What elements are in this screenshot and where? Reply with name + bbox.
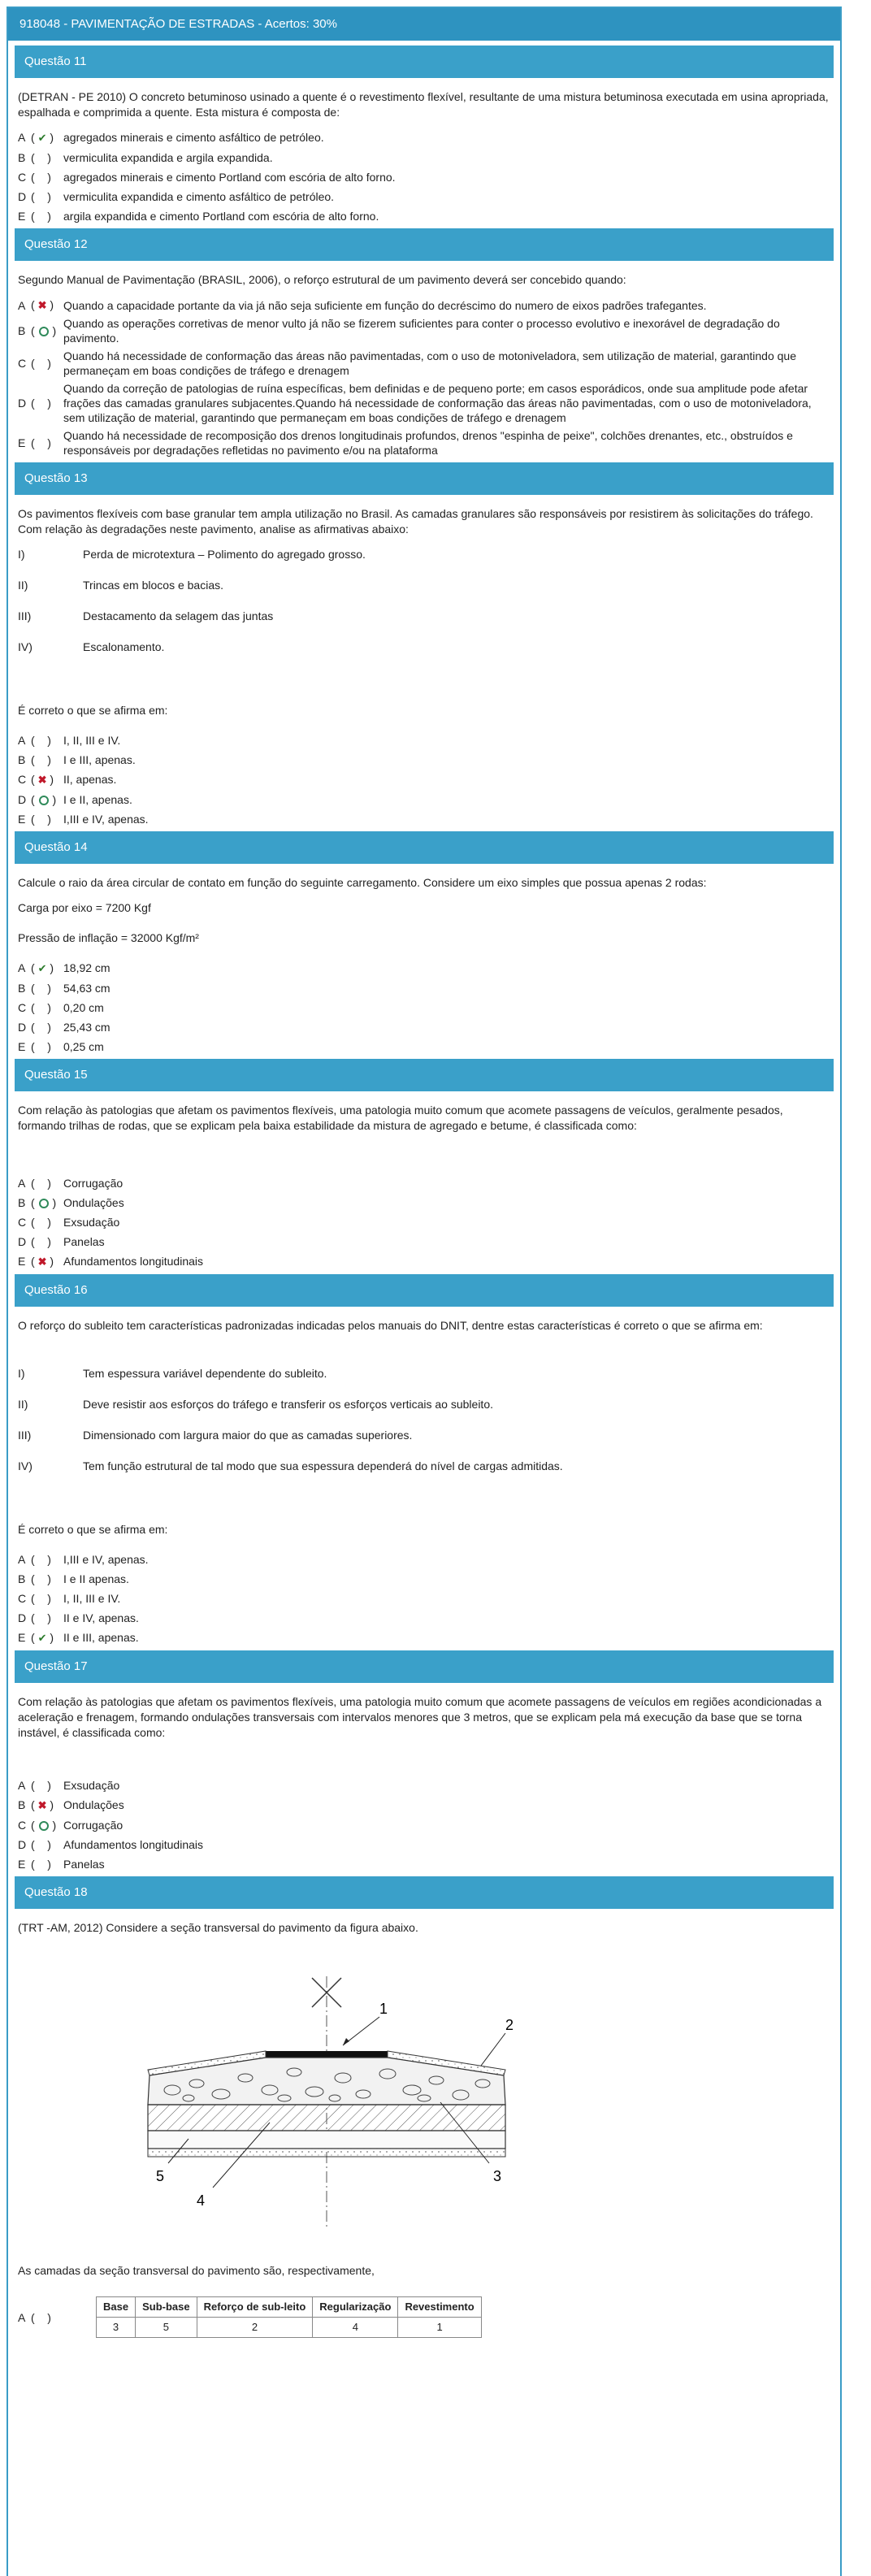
layers-table — [96, 2296, 482, 2338]
answer-option-d[interactable] — [18, 1837, 830, 1852]
option-letter: D — [18, 1235, 27, 1248]
answer-key-circle-icon — [39, 796, 49, 805]
option-letter: D — [18, 1021, 27, 1034]
figure-label-2: 2 — [505, 2017, 514, 2033]
option-marker: ( ) — [31, 1838, 51, 1851]
answer-option-b[interactable] — [18, 752, 830, 767]
correct-check-icon: ✔ — [37, 132, 47, 144]
question-17-body — [8, 1694, 840, 1871]
answer-option-a[interactable] — [18, 130, 830, 145]
load-per-axle: Carga por eixo = 7200 Kgf — [18, 901, 151, 914]
question-11-header: Questão 11 — [15, 46, 834, 78]
answer-option-e[interactable] — [18, 812, 830, 826]
option-marker: ( ) — [31, 1592, 51, 1605]
option-text: II e IV, apenas. — [63, 1611, 139, 1624]
option-letter: A — [18, 734, 26, 747]
question-statement: Com relação às patologias que afetam os pavimentos flexíveis, uma patologia muito comum que acomete passagens de veículos em regiões acondicionadas a aceleração e frenagem, formando ondulações transversais com intervalos menores que 3 metros, que se explicam pela má execução da base que se torna instável, é classificada como: — [18, 1695, 822, 1739]
affirmation-numeral: III) — [18, 1429, 32, 1442]
option-text: 0,25 cm — [63, 1040, 104, 1053]
question-18-body — [8, 1920, 840, 2338]
figure-label-1: 1 — [379, 2001, 388, 2017]
answer-option-a[interactable] — [18, 733, 830, 748]
question-13-body — [8, 506, 840, 826]
option-marker: ( ) — [31, 190, 51, 203]
affirmation-text: Tem espessura variável dependente do subleito. — [83, 1367, 327, 1380]
affirmation-item — [18, 1459, 830, 1473]
question-14-header: Questão 14 — [15, 831, 834, 864]
answer-key-circle-icon — [39, 1199, 49, 1208]
answer-option-b[interactable] — [18, 1195, 830, 1210]
surface-layer — [266, 2051, 388, 2058]
option-letter: E — [18, 813, 26, 826]
option-letter: E — [18, 1040, 26, 1053]
question-16-body — [8, 1318, 840, 1646]
option-text: Corrugação — [63, 1819, 124, 1832]
option-letter: C — [18, 773, 27, 786]
option-letter: D — [18, 397, 27, 410]
answer-option-b[interactable] — [18, 1572, 830, 1586]
option-text: 54,63 cm — [63, 982, 110, 995]
answer-option-a[interactable] — [18, 1176, 830, 1190]
option-text: argila expandida e cimento Portland com escória de alto forno. — [63, 210, 379, 223]
affirmation-text: Deve resistir aos esforços do tráfego e transferir os esforços verticais ao subleito. — [83, 1398, 493, 1411]
option-marker: ( ) — [31, 1819, 57, 1832]
question-17-header: Questão 17 — [15, 1650, 834, 1683]
option-marker: ( ✔ ) — [31, 1631, 54, 1644]
pavement-cross-section-drawing — [99, 1968, 603, 2244]
affirmation-item — [18, 1397, 830, 1412]
option-marker: ( ) — [31, 436, 51, 449]
figure-label-4: 4 — [197, 2192, 206, 2209]
option-letter: E — [18, 1255, 26, 1268]
regularization-layer — [148, 2149, 505, 2157]
option-marker: ( ✖ ) — [31, 1255, 54, 1268]
option-letter: C — [18, 1592, 27, 1605]
option-marker: ( ) — [31, 793, 57, 806]
answer-option-e[interactable] — [18, 428, 830, 458]
option-letter: E — [18, 436, 26, 449]
answer-option-e[interactable] — [18, 209, 830, 223]
option-marker: ( ) — [31, 171, 51, 184]
inflation-pressure: Pressão de inflação = 32000 Kgf/m² — [18, 931, 199, 944]
option-marker: ( ) — [31, 813, 51, 826]
option-text: Quando da correção de patologias de ruína específicas, bem definidas e de pequeno porte; em casos esporádicos, onde sua amplitude pode afetar frações das camadas granulares subjacentes.Quando há necessidade de conformação das áreas não pavimentadas, com o uso de motoniveladora, sem utilização de material, garantindo que permaneçam em boas condições de tráfego e drenagem — [63, 382, 812, 424]
option-text: Quando a capacidade portante da via já não seja suficiente em função do decréscimo do numero de eixos padrões trafegantes. — [63, 298, 707, 312]
affirmation-text: Perda de microtextura – Polimento do agregado grosso. — [83, 548, 366, 561]
answer-option-d[interactable] — [18, 1234, 830, 1249]
answer-key-circle-icon — [39, 1821, 49, 1831]
answer-option-a[interactable] — [18, 1778, 830, 1793]
option-marker: ( ) — [31, 1196, 57, 1209]
option-text: I e III, apenas. — [63, 753, 136, 766]
question-15-body — [8, 1103, 840, 1269]
question-16-header: Questão 16 — [15, 1274, 834, 1307]
option-text: Afundamentos longitudinais — [63, 1838, 204, 1851]
answer-option-a[interactable] — [18, 297, 830, 313]
option-letter: D — [18, 1611, 27, 1624]
question-closing: É correto o que se afirma em: — [18, 1523, 168, 1536]
option-marker: ( ) — [31, 1177, 51, 1190]
question-statement: (DETRAN - PE 2010) O concreto betuminoso usinado a quente é o revestimento flexível, resultante de uma mistura betuminosa executada em usina apropriada, espalhada e comprimida a quente. Esta mistura é composta de: — [18, 90, 829, 119]
answer-option-c[interactable] — [18, 349, 830, 378]
option-text: I,III e IV, apenas. — [63, 1553, 149, 1566]
table-header: Reforço de sub-leito — [197, 2297, 313, 2318]
answer-option-e[interactable] — [18, 1630, 830, 1646]
option-marker: ( ) — [31, 324, 57, 337]
option-text: Panelas — [63, 1235, 105, 1248]
option-letter: B — [18, 753, 26, 766]
option-marker: ( ✔ ) — [31, 131, 54, 144]
question-statement: Calcule o raio da área circular de contato em função do seguinte carregamento. Considere um eixo simples que possua apenas 2 rodas: — [18, 876, 707, 889]
affirmation-text: Destacamento da selagem das juntas — [83, 609, 274, 622]
answer-option-d[interactable] — [18, 381, 830, 425]
figure-label-5: 5 — [156, 2168, 165, 2184]
affirmation-numeral: II) — [18, 1398, 28, 1411]
option-text: vermiculita expandida e argila expandida. — [63, 151, 273, 164]
answer-option-d[interactable] — [18, 189, 830, 204]
option-text: Quando há necessidade de recomposição dos drenos longitudinais profundos, drenos "espinha de peixe", colchões drenantes, etc., obstruídos e responsáveis por degradações refletidas no pavimento e/ou na plataforma — [63, 429, 793, 457]
option-marker: ( ✖ ) — [31, 1798, 54, 1811]
option-marker: ( ) — [31, 1040, 51, 1053]
option-marker: ( ) — [31, 1553, 51, 1566]
option-letter: E — [18, 210, 26, 223]
answer-option-c[interactable] — [18, 1818, 830, 1832]
option-text: I e II, apenas. — [63, 793, 132, 806]
option-letter: B — [18, 1572, 26, 1585]
option-marker: ( ) — [31, 210, 51, 223]
table-header: Revestimento — [398, 2297, 481, 2318]
answer-option-d[interactable] — [18, 1020, 830, 1034]
question-18-header: Questão 18 — [15, 1876, 834, 1909]
option-letter: D — [18, 190, 27, 203]
option-letter: A — [18, 131, 26, 144]
wrong-x-icon: ✖ — [37, 1799, 47, 1811]
answer-option-c[interactable] — [18, 1000, 830, 1015]
correct-check-icon: ✔ — [37, 1632, 47, 1644]
question-statement: Com relação às patologias que afetam os pavimentos flexíveis, uma patologia muito comum que acomete passagens de veículos, geralmente pesados, formando trilhas de rodas, que se explicam pela baixa estabilidade da mistura de agregado e betume, é classificada como: — [18, 1104, 783, 1132]
option-text: vermiculita expandida e cimento asfáltico de petróleo. — [63, 190, 335, 203]
answer-key-circle-icon — [39, 327, 49, 336]
affirmation-item — [18, 609, 830, 623]
option-letter: B — [18, 1196, 26, 1209]
answer-option-c[interactable] — [18, 772, 830, 787]
option-text: I,III e IV, apenas. — [63, 813, 149, 826]
option-text: 18,92 cm — [63, 961, 110, 974]
question-closing: As camadas da seção transversal do pavimento são, respectivamente, — [18, 2264, 375, 2277]
option-text: 0,20 cm — [63, 1001, 104, 1014]
table-header: Base — [97, 2297, 136, 2318]
option-letter: C — [18, 1001, 27, 1014]
option-marker: ( ) — [31, 1779, 51, 1792]
results-panel — [6, 7, 842, 2576]
page-title: 918048 - PAVIMENTAÇÃO DE ESTRADAS - Acertos: 30% — [8, 8, 840, 41]
option-marker: ( ) — [31, 1858, 51, 1871]
wrong-x-icon: ✖ — [37, 774, 47, 786]
option-letter: A — [18, 961, 26, 974]
question-statement: O reforço do subleito tem características padronizadas indicadas pelos manuais do DNIT, dentre estas características é correto o que se afirma em: — [18, 1319, 763, 1332]
option-text: Exsudação — [63, 1779, 120, 1792]
figure-label-3: 3 — [493, 2168, 502, 2184]
table-cell: 4 — [313, 2318, 398, 2338]
question-15-header: Questão 15 — [15, 1059, 834, 1091]
table-header: Regularização — [313, 2297, 398, 2318]
affirmation-item — [18, 578, 830, 592]
option-text: agregados minerais e cimento Portland com escória de alto forno. — [63, 171, 396, 184]
question-statement: Segundo Manual de Pavimentação (BRASIL, 2006), o reforço estrutural de um pavimento deverá ser concebido quando: — [18, 273, 626, 286]
question-13-header: Questão 13 — [15, 462, 834, 495]
answer-option-b[interactable] — [18, 150, 830, 165]
option-text: I, II, III e IV. — [63, 734, 121, 747]
answer-option-c[interactable] — [18, 170, 830, 184]
option-text: 25,43 cm — [63, 1021, 110, 1034]
option-letter: B — [18, 1798, 26, 1811]
option-marker: ( ) — [31, 397, 51, 410]
reinforcement-layer — [148, 2131, 505, 2149]
affirmation-item — [18, 1366, 830, 1381]
question-14-body — [8, 875, 840, 1054]
question-11-body — [8, 89, 840, 223]
option-letter: A — [18, 298, 26, 312]
option-text: II, apenas. — [63, 773, 117, 786]
affirmation-numeral: I) — [18, 548, 25, 561]
question-statement: (TRT -AM, 2012) Considere a seção transversal do pavimento da figura abaixo. — [18, 1921, 418, 1934]
affirmation-text: Tem função estrutural de tal modo que sua espessura dependerá do nível de cargas admitidas. — [83, 1459, 563, 1472]
option-letter: B — [18, 151, 26, 164]
affirmation-item — [18, 640, 830, 654]
option-text: Corrugação — [63, 1177, 124, 1190]
affirmation-item — [18, 547, 830, 562]
option-letter: E — [18, 1631, 26, 1644]
option-letter: B — [18, 982, 26, 995]
table-cell: 3 — [97, 2318, 136, 2338]
option-letter: E — [18, 1858, 26, 1871]
table-cell: 1 — [398, 2318, 481, 2338]
question-statement: Os pavimentos flexíveis com base granular tem ampla utilização no Brasil. As camadas granulares são responsáveis por resistirem às solicitações do tráfego. Com relação às degradações neste pavimento, analise as afirmativas abaixo: — [18, 507, 813, 536]
option-marker: ( ) — [31, 1572, 51, 1585]
wrong-x-icon: ✖ — [37, 1255, 47, 1268]
option-text: agregados minerais e cimento asfáltico de petróleo. — [63, 131, 324, 144]
option-marker: ( ✖ ) — [31, 773, 54, 786]
option-marker: ( ) — [31, 753, 51, 766]
question-12-body — [8, 272, 840, 458]
option-marker: ( ) — [31, 151, 51, 164]
affirmation-numeral: II) — [18, 579, 28, 592]
option-text: II e III, apenas. — [63, 1631, 139, 1644]
option-letter: C — [18, 171, 27, 184]
option-marker: ( ✖ ) — [31, 298, 54, 311]
option-letter: A — [18, 1177, 26, 1190]
option-marker: ( ) — [31, 1001, 51, 1014]
pavement-section-figure — [99, 1968, 830, 2247]
affirmation-text: Trincas em blocos e bacias. — [83, 579, 223, 592]
option-letter: B — [18, 324, 26, 337]
option-marker: ( ) — [31, 982, 51, 995]
answer-option-b[interactable] — [18, 981, 830, 995]
answer-option-a[interactable]: A ( ) Base Sub-base Reforço de sub-leito Regularização Revestimento 3 5 2 4 1 — [18, 2296, 830, 2338]
answer-option-b[interactable] — [18, 1798, 830, 1813]
answer-option-a[interactable] — [18, 1552, 830, 1567]
sub-base-layer — [148, 2105, 505, 2131]
answer-option-e[interactable] — [18, 1857, 830, 1871]
option-letter: A — [18, 2310, 26, 2324]
option-letter: A — [18, 1553, 26, 1566]
affirmation-text: Dimensionado com largura maior do que as camadas superiores. — [83, 1429, 413, 1442]
affirmation-item — [18, 1428, 830, 1442]
affirmation-numeral: IV) — [18, 640, 32, 653]
option-text: Exsudação — [63, 1216, 120, 1229]
option-text: I e II apenas. — [63, 1572, 129, 1585]
option-letter: C — [18, 357, 27, 370]
option-letter: C — [18, 1819, 27, 1832]
affirmation-numeral: I) — [18, 1367, 25, 1380]
option-marker: ( ) — [31, 734, 51, 747]
option-letter: A — [18, 1779, 26, 1792]
correct-check-icon: ✔ — [37, 962, 47, 974]
option-text: I, II, III e IV. — [63, 1592, 121, 1605]
option-marker: ( ) — [31, 1021, 51, 1034]
option-text: Quando as operações corretivas de menor vulto já não se fizerem suficientes para conter o processo evolutivo e inexorável de degradação do pavimento. — [63, 317, 780, 345]
table-cell: 5 — [136, 2318, 197, 2338]
option-marker: ( ✔ ) — [31, 961, 54, 974]
option-letter: D — [18, 1838, 27, 1851]
answer-option-b[interactable] — [18, 316, 830, 345]
answer-option-a[interactable] — [18, 961, 830, 976]
table-cell: 2 — [197, 2318, 313, 2338]
option-text: Afundamentos longitudinais — [63, 1255, 204, 1268]
option-text: Quando há necessidade de conformação das áreas não pavimentadas, com o uso de motoniveladora, sem utilização de material, garantindo que permaneçam em boas condições de tráfego e drenagem — [63, 349, 797, 377]
option-text: Ondulações — [63, 1196, 124, 1209]
answer-option-d[interactable] — [18, 1611, 830, 1625]
option-text: Panelas — [63, 1858, 105, 1871]
affirmation-numeral: III) — [18, 609, 32, 622]
option-text: Ondulações — [63, 1798, 124, 1811]
option-marker: ( ) — [31, 1611, 51, 1624]
answer-option-c[interactable] — [18, 1591, 830, 1606]
wrong-x-icon: ✖ — [37, 299, 47, 311]
answer-option-c[interactable] — [18, 1215, 830, 1229]
question-closing: É correto o que se afirma em: — [18, 704, 168, 717]
option-marker: ( ) — [31, 1216, 51, 1229]
table-header: Sub-base — [136, 2297, 197, 2318]
affirmation-numeral: IV) — [18, 1459, 32, 1472]
question-12-header: Questão 12 — [15, 228, 834, 261]
answer-option-e[interactable] — [18, 1254, 830, 1269]
affirmation-text: Escalonamento. — [83, 640, 165, 653]
answer-option-d[interactable] — [18, 792, 830, 807]
option-letter: D — [18, 793, 27, 806]
option-letter: C — [18, 1216, 27, 1229]
option-marker: ( ) — [31, 357, 51, 370]
option-marker: ( ) — [31, 1235, 51, 1248]
answer-option-e[interactable] — [18, 1039, 830, 1054]
